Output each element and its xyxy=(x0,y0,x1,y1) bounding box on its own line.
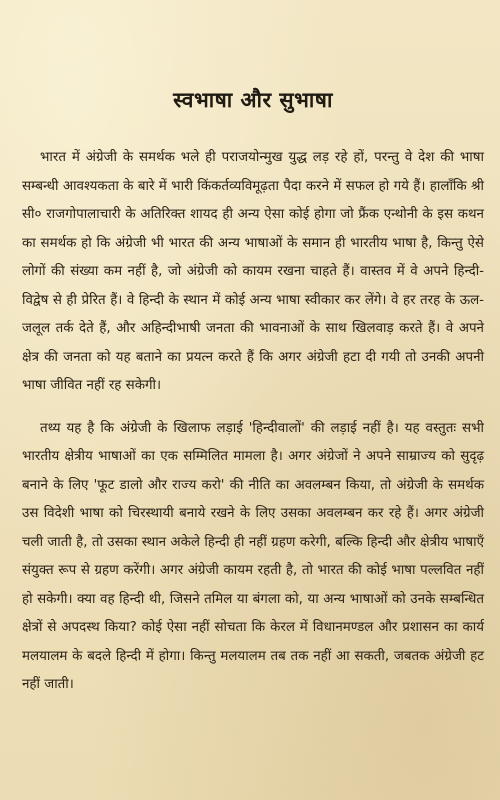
page-title: स्वभाषा और सुभाषा xyxy=(173,88,333,112)
paragraph-1: भारत में अंग्रेजी के समर्थक भले ही पराजयोन्मुख युद्ध लड़ रहे हों, परन्तु वे देश की भाषा सम्बन्धी आवश्यकता के बारे में भारी किंकर्तव्यविमूढ़ता पैदा करने में सफल हो गये हैं। हालाँकि श्री सी० राजगोपालाचारी के अतिरिक्त शायद ही अन्य ऐसा कोई होगा जो फ्रैंक एन्थोनी के इस कथन का समर्थक हो कि अंग्रेजी भी भारत की अन्य भाषाओं के समान ही भारतीय भाषा है, किन्तु ऐसे लोगों की संख्या कम नहीं है, जो अंग्रेजी को कायम रखना चाहते हैं। वास्तव में वे अपने हिन्दी-विद्वेष से ही प्रेरित हैं। वे हिन्दी के स्थान में कोई अन्य भाषा स्वीकार कर लेंगे। वे हर तरह के ऊल-जलूल तर्क देते हैं, और अहिन्दीभाषी जनता की भावनाओं के साथ खिलवाड़ करते हैं। वे अपने क्षेत्र की जनता को यह बताने का प्रयत्न करते हैं कि अगर अंग्रेजी हटा दी गयी तो उनकी अपनी भाषा जीवित नहीं रह सकेगी। xyxy=(22,150,484,393)
paragraph-2: तथ्य यह है कि अंग्रेजी के खिलाफ लड़ाई 'हिन्दीवालों' की लड़ाई नहीं है। यह वस्तुतः सभी भारतीय क्षेत्रीय भाषाओं का एक सम्मिलित मामला है। अगर अंग्रेजों ने अपने साम्राज्य को सुदृढ़ बनाने के लिए 'फूट डालो और राज्य करो' की नीति का अवलम्बन किया, तो अंग्रेजी के समर्थक उस विदेशी भाषा को चिरस्थायी बनाये रखने के लिए उसका अवलम्बन कर रहे हैं। अगर अंग्रेजी चली जाती है, तो उसका स्थान अकेले हिन्दी ही नहीं ग्रहण करेगी, बल्कि हिन्दी और क्षेत्रीय भाषाएँ संयुक्त रूप से ग्रहण करेंगी। अगर अंग्रेजी कायम रहती है, तो भारत की कोई भाषा पल्लवित नहीं हो सकेगी। क्या वह हिन्दी थी, जिसने तमिल या बंगला को, या अन्य भाषाओं को उनके सम्बन्धित क्षेत्रों से अपदस्थ किया? कोई ऐसा नहीं सोचता कि केरल में विधानमण्डल और प्रशासन का कार्य मलयालम के बदले हिन्दी में होगा। किन्तु मलयालम तब तक नहीं आ सकती, जबतक अंग्रेजी हट नहीं जाती। xyxy=(22,420,484,692)
